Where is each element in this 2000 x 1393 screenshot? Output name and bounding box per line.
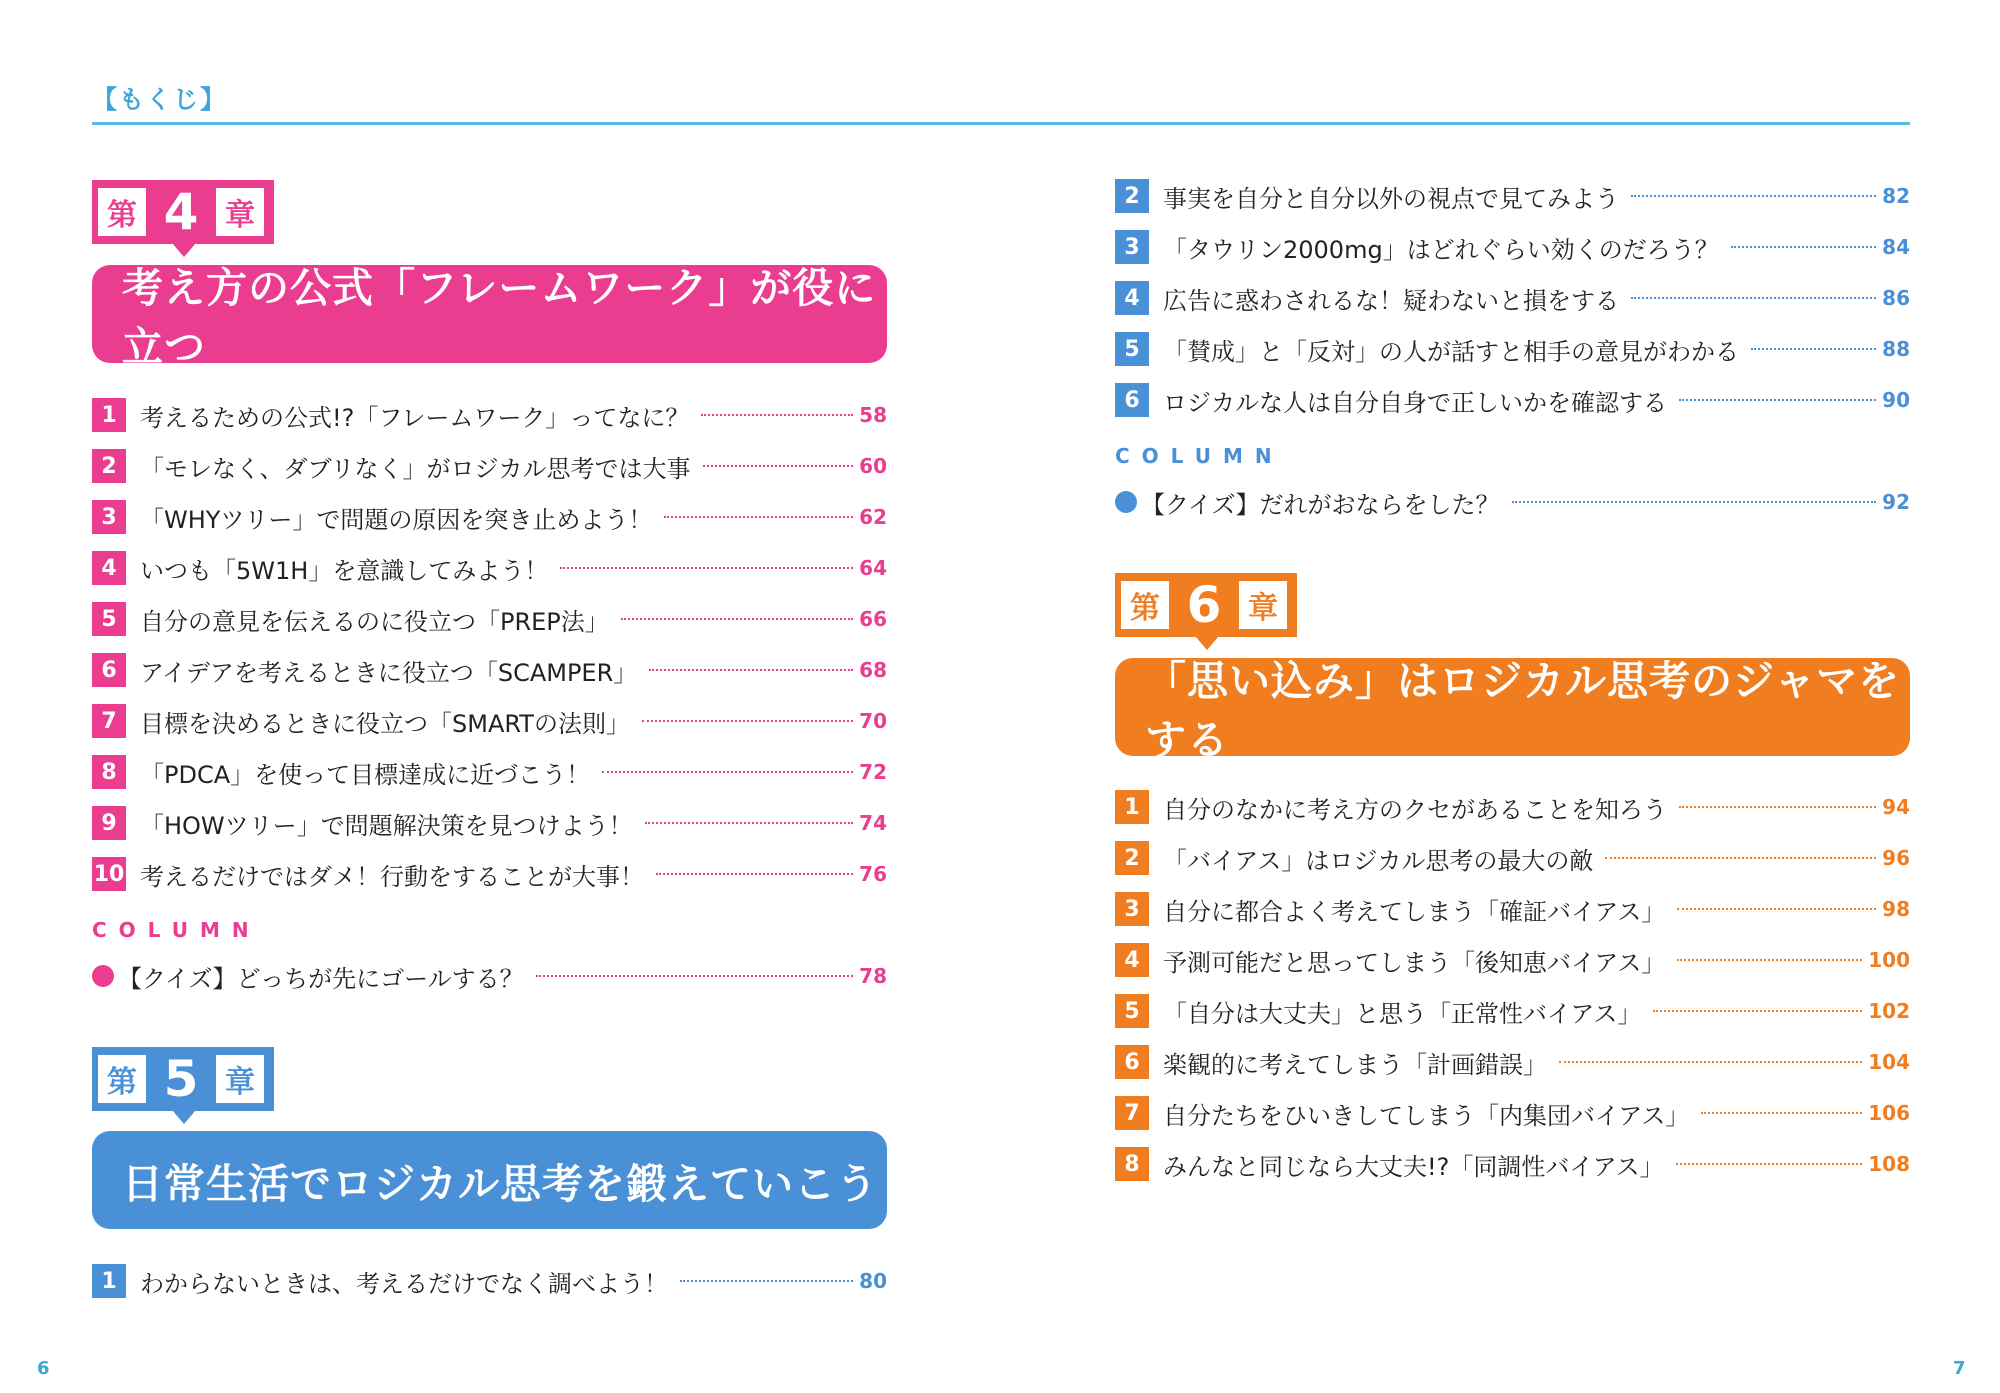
dotted-leader xyxy=(703,465,854,467)
toc-item-page: 66 xyxy=(859,607,887,631)
toc-item-page: 88 xyxy=(1882,337,1910,361)
toc-item-title: 「PDCA」を使って目標達成に近づこう！ xyxy=(140,760,591,789)
header-title: 【もくじ】 xyxy=(92,85,228,114)
column-item[interactable] xyxy=(92,957,887,995)
dotted-leader xyxy=(1701,1112,1862,1114)
chapter-suffix: 章 xyxy=(1239,581,1287,629)
chapter-number: 6 xyxy=(1186,576,1222,634)
toc-item[interactable] xyxy=(1115,177,1910,215)
toc-item-page: 104 xyxy=(1868,1050,1910,1074)
dotted-leader xyxy=(1605,857,1876,859)
toc-item-page: 108 xyxy=(1868,1152,1910,1176)
toc-item-page: 60 xyxy=(859,454,887,478)
toc-item-title: わからないときは、考えるだけでなく調べよう！ xyxy=(140,1269,668,1298)
toc-item[interactable] xyxy=(92,804,887,842)
dotted-leader xyxy=(1751,348,1876,350)
dotted-leader xyxy=(1512,501,1877,503)
chapter-prefix: 第 xyxy=(1121,581,1169,629)
toc-item-number: 4 xyxy=(1115,281,1149,315)
column-label: COLUMN xyxy=(92,918,261,942)
toc-item-page: 82 xyxy=(1882,184,1910,208)
toc-item-page: 90 xyxy=(1882,388,1910,412)
toc-item-title: 目標を決めるときに役立つ「SMARTの法則」 xyxy=(140,709,630,738)
dotted-leader xyxy=(560,567,853,569)
dotted-leader xyxy=(1559,1061,1862,1063)
chapter-number: 5 xyxy=(163,1050,199,1108)
toc-item-number: 5 xyxy=(1115,332,1149,366)
toc-item[interactable] xyxy=(1115,788,1910,826)
toc-item-page: 102 xyxy=(1868,999,1910,1023)
dotted-leader xyxy=(1631,297,1876,299)
toc-item-number: 6 xyxy=(1115,383,1149,417)
toc-item-page: 80 xyxy=(859,1269,887,1293)
toc-item-title: アイデアを考えるときに役立つ「SCAMPER」 xyxy=(140,658,638,687)
toc-item-number: 7 xyxy=(1115,1096,1149,1130)
dotted-leader xyxy=(645,822,853,824)
toc-item-page: 68 xyxy=(859,658,887,682)
chapter-prefix: 第 xyxy=(98,188,146,236)
toc-item-title: 自分に都合よく考えてしまう「確証バイアス」 xyxy=(1163,897,1666,926)
toc-item[interactable] xyxy=(1115,1094,1910,1132)
page-number-right: 7 xyxy=(1953,1358,1966,1379)
toc-item-title: 「賛成」と「反対」の人が話すと相手の意見がわかる xyxy=(1163,337,1739,366)
chapter-4-title: 考え方の公式「フレームワーク」が役に立つ xyxy=(92,265,887,363)
toc-item-title: 楽観的に考えてしまう「計画錯誤」 xyxy=(1163,1050,1547,1079)
dotted-leader xyxy=(664,516,853,518)
toc-item-number: 8 xyxy=(92,755,126,789)
toc-item[interactable] xyxy=(1115,381,1910,419)
toc-item[interactable] xyxy=(92,447,887,485)
toc-item[interactable] xyxy=(1115,279,1910,317)
toc-item[interactable] xyxy=(1115,839,1910,877)
toc-item-title: 自分の意見を伝えるのに役立つ「PREP法」 xyxy=(140,607,609,636)
toc-item-number: 6 xyxy=(92,653,126,687)
toc-item-title: 事実を自分と自分以外の視点で見てみよう xyxy=(1163,184,1619,213)
dotted-leader xyxy=(680,1280,853,1282)
toc-item-page: 86 xyxy=(1882,286,1910,310)
toc-item-page: 58 xyxy=(859,403,887,427)
toc-item-number: 2 xyxy=(1115,841,1149,875)
toc-item-title: 「バイアス」はロジカル思考の最大の敵 xyxy=(1163,846,1594,875)
dotted-leader xyxy=(1731,246,1876,248)
toc-item-title: 考えるだけではダメ！行動をすることが大事！ xyxy=(140,862,644,891)
toc-item-number: 2 xyxy=(1115,179,1149,213)
column-item-page: 78 xyxy=(859,964,887,988)
dotted-leader xyxy=(1679,806,1876,808)
toc-item[interactable] xyxy=(1115,228,1910,266)
toc-item-page: 76 xyxy=(859,862,887,886)
toc-item[interactable] xyxy=(92,1262,887,1300)
dotted-leader xyxy=(701,414,853,416)
column-label: COLUMN xyxy=(1115,444,1284,468)
toc-item[interactable] xyxy=(92,651,887,689)
toc-item[interactable] xyxy=(92,600,887,638)
toc-item[interactable] xyxy=(1115,1043,1910,1081)
toc-item-page: 70 xyxy=(859,709,887,733)
toc-item-title: 「WHYツリー」で問題の原因を突き止めよう！ xyxy=(140,505,653,534)
chapter-6-badge xyxy=(1115,573,1297,637)
toc-item[interactable] xyxy=(1115,992,1910,1030)
toc-item-title: 予測可能だと思ってしまう「後知恵バイアス」 xyxy=(1163,948,1666,977)
toc-item[interactable] xyxy=(1115,1145,1910,1183)
page-number-left: 6 xyxy=(37,1358,50,1379)
dotted-leader xyxy=(1631,195,1876,197)
toc-item-number: 3 xyxy=(92,500,126,534)
toc-item-number: 9 xyxy=(92,806,126,840)
toc-item[interactable] xyxy=(92,396,887,434)
toc-item-number: 2 xyxy=(92,449,126,483)
toc-item[interactable] xyxy=(1115,890,1910,928)
toc-item-title: いつも「5W1H」を意識してみよう！ xyxy=(140,556,549,585)
toc-item-title: 自分たちをひいきしてしまう「内集団バイアス」 xyxy=(1163,1101,1690,1130)
dotted-leader xyxy=(649,669,853,671)
toc-item[interactable] xyxy=(92,855,887,893)
toc-item[interactable] xyxy=(1115,941,1910,979)
toc-item-number: 1 xyxy=(92,1264,126,1298)
toc-item-number: 1 xyxy=(1115,790,1149,824)
chapter-4-badge xyxy=(92,180,274,244)
bullet-icon xyxy=(92,965,114,987)
toc-item-title: 考えるための公式!?「フレームワーク」ってなに？ xyxy=(140,403,690,432)
dotted-leader xyxy=(1653,1010,1862,1012)
toc-item-number: 3 xyxy=(1115,230,1149,264)
toc-item[interactable] xyxy=(1115,330,1910,368)
toc-item-number: 1 xyxy=(92,398,126,432)
toc-item-page: 98 xyxy=(1882,897,1910,921)
toc-item-page: 100 xyxy=(1868,948,1910,972)
toc-item-title: ロジカルな人は自分自身で正しいかを確認する xyxy=(1163,388,1667,417)
toc-item-page: 96 xyxy=(1882,846,1910,870)
dotted-leader xyxy=(1677,959,1862,961)
dotted-leader xyxy=(602,771,853,773)
toc-item-page: 72 xyxy=(859,760,887,784)
toc-item-title: 自分のなかに考え方のクセがあることを知ろう xyxy=(1163,795,1667,824)
column-item-page: 92 xyxy=(1882,490,1910,514)
dotted-leader xyxy=(1676,1163,1863,1165)
toc-item-number: 4 xyxy=(1115,943,1149,977)
toc-item-title: みんなと同じなら大丈夫!?「同調性バイアス」 xyxy=(1163,1152,1664,1181)
toc-item[interactable] xyxy=(92,753,887,791)
toc-item-number: 10 xyxy=(92,857,126,891)
toc-item-number: 3 xyxy=(1115,892,1149,926)
toc-item-title: 「モレなく、ダブリなく」がロジカル思考では大事 xyxy=(140,454,691,483)
bullet-icon xyxy=(1115,491,1137,513)
dotted-leader xyxy=(621,618,853,620)
toc-item-page: 84 xyxy=(1882,235,1910,259)
chapter-prefix: 第 xyxy=(98,1055,146,1103)
toc-item-title: 「HOWツリー」で問題解決策を見つけよう！ xyxy=(140,811,633,840)
dotted-leader xyxy=(642,720,853,722)
toc-item-page: 64 xyxy=(859,556,887,580)
toc-item-title: 「自分は大丈夫」と思う「正常性バイアス」 xyxy=(1163,999,1642,1028)
chapter-suffix: 章 xyxy=(216,1055,264,1103)
chapter-5-badge xyxy=(92,1047,274,1111)
toc-item-number: 6 xyxy=(1115,1045,1149,1079)
toc-item-number: 5 xyxy=(1115,994,1149,1028)
dotted-leader xyxy=(1677,908,1876,910)
toc-item-number: 7 xyxy=(92,704,126,738)
toc-item-page: 74 xyxy=(859,811,887,835)
chapter-number: 4 xyxy=(163,183,199,241)
dotted-leader xyxy=(1679,399,1876,401)
header-rule xyxy=(92,122,1910,125)
toc-item-title: 「タウリン2000mg」はどれぐらい効くのだろう？ xyxy=(1163,235,1719,264)
toc-item[interactable] xyxy=(92,702,887,740)
toc-item-page: 94 xyxy=(1882,795,1910,819)
dotted-leader xyxy=(536,975,854,977)
toc-item[interactable] xyxy=(92,498,887,536)
column-item[interactable] xyxy=(1115,483,1910,521)
chapter-5-title: 日常生活でロジカル思考を鍛えていこう xyxy=(92,1131,887,1229)
column-item-title: 【クイズ】どっちが先にゴールする？ xyxy=(118,964,524,993)
chapter-6-title: 「思い込み」はロジカル思考のジャマをする xyxy=(1115,658,1910,756)
toc-item-number: 4 xyxy=(92,551,126,585)
toc-item-page: 62 xyxy=(859,505,887,529)
badge-pointer xyxy=(172,1110,196,1124)
dotted-leader xyxy=(656,873,853,875)
toc-item-page: 106 xyxy=(1868,1101,1910,1125)
toc-item-number: 5 xyxy=(92,602,126,636)
toc-item-title: 広告に惑わされるな！疑わないと損をする xyxy=(1163,286,1619,315)
toc-item[interactable] xyxy=(92,549,887,587)
chapter-suffix: 章 xyxy=(216,188,264,236)
toc-item-number: 8 xyxy=(1115,1147,1149,1181)
column-item-title: 【クイズ】だれがおならをした？ xyxy=(1141,490,1500,519)
